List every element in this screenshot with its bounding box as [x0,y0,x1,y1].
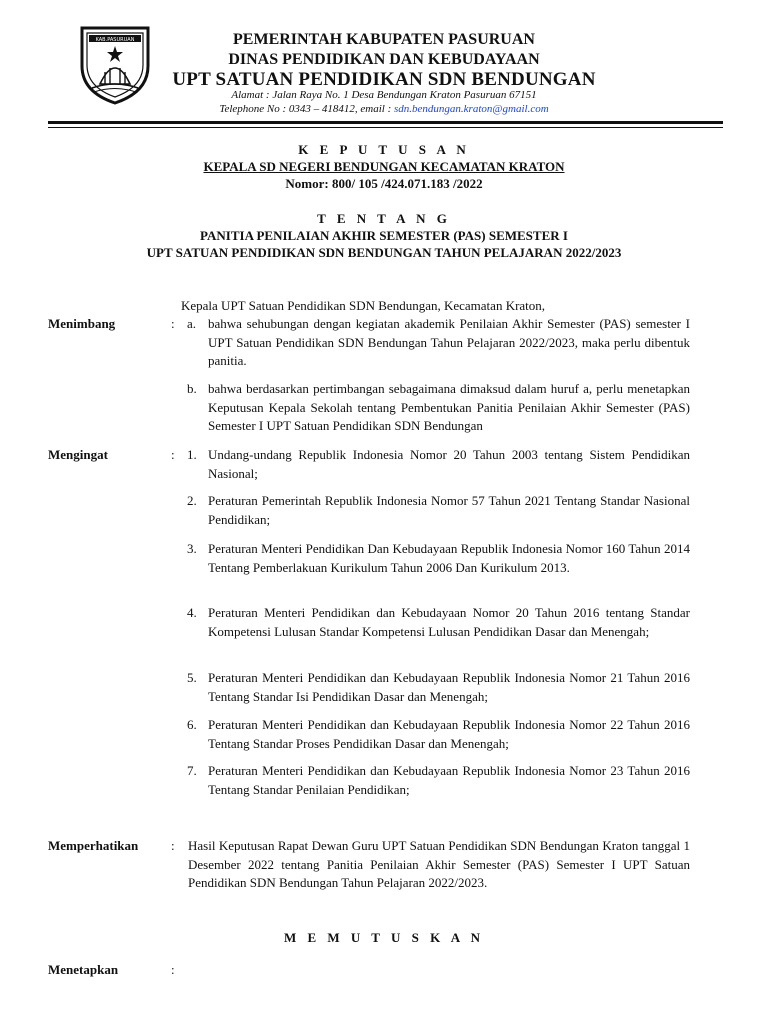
doc-subject-1: PANITIA PENILAIAN AKHIR SEMESTER (PAS) SEMESTER I [200,228,568,243]
mengingat-3-mark: 3. [187,541,197,556]
mengingat-3-text: Peraturan Menteri Pendidikan Dan Kebudayaan Republik Indonesia Nomor 160 Tahun 2014 Tentang Pemberlakuan Kurikulum Tahun 2006 Dan Kurikulum 2013. [208,541,690,575]
memperhatikan-colon: : [171,838,175,853]
mengingat-7-text: Peraturan Menteri Pendidikan dan Kebudayaan Republik Indonesia Nomor 23 Tahun 2016 Tentang Standar Penilaian Pendidikan; [208,763,690,797]
doc-kepala: KEPALA SD NEGERI BENDUNGAN KECAMATAN KRATON [203,159,565,174]
menimbang-b-text: bahwa berdasarkan pertimbangan sebagaimana dimaksud dalam huruf a, perlu menetapkan Keputusan Kepala Sekolah tentang Pembentukan Panitia Penilaian Akhir Semester (PAS) Semester I UPT Satuan Pendidikan SDN Bendungan [208,381,690,433]
mengingat-1-text: Undang-undang Republik Indonesia Nomor 20 Tahun 2003 tentang Sistem Pendidikan Nasional; [208,447,690,481]
menetapkan-colon: : [171,962,175,977]
menetapkan-label: Menetapkan [48,962,119,977]
menimbang-colon: : [171,316,175,331]
header-phone: Telephone No : 0343 – 418412, email : [219,103,395,115]
header-department: DINAS PENDIDIKAN DAN KEBUDAYAAN [228,51,540,68]
mengingat-6-mark: 6. [187,717,197,732]
mengingat-2-text: Peraturan Pemerintah Republik Indonesia Nomor 57 Tahun 2021 Tentang Standar Nasional Pendidikan; [208,493,690,527]
header-rule-thin [48,127,723,128]
mengingat-label: Mengingat [48,447,108,462]
header-rule-thick [48,121,723,124]
mengingat-2-mark: 2. [187,493,197,508]
memperhatikan-label: Memperhatikan [48,838,139,853]
svg-text:KAB.PASURUAN: KAB.PASURUAN [95,36,135,43]
mengingat-colon: : [171,447,175,462]
menimbang-a-mark: a. [187,316,197,331]
mengingat-5-mark: 5. [187,670,197,685]
header-government: PEMERINTAH KABUPATEN PASURUAN [233,31,535,48]
mengingat-1-mark: 1. [187,447,197,462]
mengingat-6-text: Peraturan Menteri Pendidikan dan Kebudayaan Republik Indonesia Nomor 22 Tahun 2016 Tentang Standar Proses Pendidikan Dasar dan Menengah; [208,717,690,751]
doc-nomor: Nomor: 800/ 105 /424.071.183 /2022 [285,176,483,191]
doc-keputusan: K E P U T U S A N [298,142,470,157]
header-school: UPT SATUAN PENDIDIKAN SDN BENDUNGAN [172,69,596,90]
header-email: sdn.bendungan.kraton@gmail.com [394,103,549,115]
mengingat-4-text: Peraturan Menteri Pendidikan dan Kebudayaan Nomor 20 Tahun 2016 tentang Standar Kompetensi Lulusan Standar Kompetensi Lulusan Pendidikan Dasar dan Menengah; [208,605,690,639]
header-address: Alamat : Jalan Raya No. 1 Desa Bendungan Kraton Pasuruan 67151 [231,89,537,101]
menimbang-label: Menimbang [48,316,116,331]
mengingat-7-mark: 7. [187,763,197,778]
intro-text: Kepala UPT Satuan Pendidikan SDN Bendungan, Kecamatan Kraton, [181,298,546,313]
menimbang-a-text: bahwa sehubungan dengan kegiatan akademik Penilaian Akhir Semester (PAS) semester I UPT Satuan Pendidikan SDN Bendungan Tahun Pelajaran 2022/2023, maka perlu dibentuk panitia. [208,316,690,368]
header-contact [0,103,768,115]
memperhatikan-text: Hasil Keputusan Rapat Dewan Guru UPT Satuan Pendidikan SDN Bendungan Kraton tanggal 1 Desember 2022 tentang Panitia Penilaian Akhir Semester (PAS) Semester I UPT Satuan Pendidikan SDN Bendungan Tahun Pelajaran 2022/2023. [188,838,690,890]
menimbang-b-mark: b. [187,381,197,396]
doc-memutuskan: M E M U T U S K A N [283,930,485,945]
mengingat-5-text: Peraturan Menteri Pendidikan dan Kebudayaan Republik Indonesia Nomor 21 Tahun 2016 Tentang Standar Isi Pendidikan Dasar dan Menengah; [208,670,690,704]
doc-tentang: T E N T A N G [317,211,451,226]
mengingat-4-mark: 4. [187,605,197,620]
doc-subject-2: UPT SATUAN PENDIDIKAN SDN BENDUNGAN TAHUN PELAJARAN 2022/2023 [146,245,622,260]
